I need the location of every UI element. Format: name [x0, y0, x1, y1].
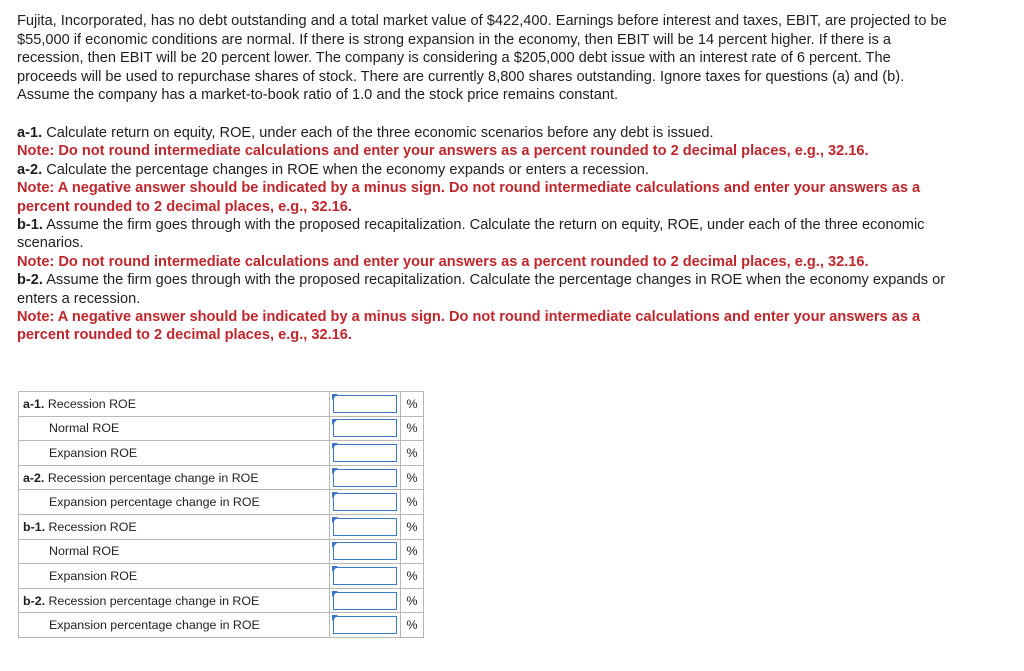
answer-row — [19, 514, 424, 539]
question-note: Note: Do not round intermediate calculations and enter your answers as a percent rounded to 2 decimal places, e.g., 32.16. — [17, 143, 869, 160]
question-label: a-1. — [17, 124, 43, 141]
answer-label-cell — [19, 392, 330, 417]
question-b2 — [17, 271, 952, 308]
question-a2 — [17, 161, 952, 179]
answer-input-cell — [330, 539, 401, 564]
question-note: Note: A negative answer should be indicated by a minus sign. Do not round intermediate calculations and enter your answers as a percent rounded to 2 decimal places, e.g., 32.16. — [17, 309, 921, 344]
question-text: Assume the firm goes through with the proposed recapitalization. Calculate the percentage changes in ROE when the economy expands or enters a recession. — [17, 272, 946, 307]
question-a1 — [17, 124, 952, 142]
answer-row — [19, 416, 424, 441]
answer-label-cell — [19, 514, 330, 539]
answer-input-cell — [330, 416, 401, 441]
percent-unit: % — [401, 514, 424, 539]
answer-label-cell — [19, 416, 330, 441]
answer-input[interactable] — [333, 567, 397, 585]
answer-row-label: Recession ROE — [47, 396, 136, 411]
answer-row-label: Expansion percentage change in ROE — [49, 495, 260, 510]
percent-unit: % — [401, 564, 424, 589]
answer-row — [19, 564, 424, 589]
question-label: b-1. — [17, 217, 43, 233]
question-b1 — [17, 216, 952, 253]
problem-intro: Fujita, Incorporated, has no debt outstanding and a total market value of $422,400. Earnings before interest and taxes, EBIT, are projected to be $55,000 if economic conditions are normal. If there is strong expansion in the economy, then EBIT will be 14 percent higher. If there is a recession, then EBIT will be 20 percent lower. The company is considering a $205,000 debt issue with an interest rate of 6 percent. The proceeds will be used to repurchase shares of stock. There are currently 8,800 shares outstanding. Ignore taxes for questions (a) and (b). Assume the company has a market-to-book ratio of 1.0 and the stock price remains constant. — [17, 13, 947, 104]
answer-row-label: Recession percentage change in ROE — [48, 593, 260, 608]
answer-input[interactable] — [333, 592, 397, 610]
answer-input-cell — [330, 564, 401, 589]
problem-content — [17, 12, 952, 345]
answer-part-label: b-2. — [23, 593, 46, 608]
answer-row-label: Expansion percentage change in ROE — [49, 618, 260, 633]
answer-input[interactable] — [333, 395, 397, 413]
answer-row — [19, 465, 424, 490]
answer-label-cell — [19, 564, 330, 589]
answer-input-cell — [330, 490, 401, 515]
answer-input[interactable] — [333, 469, 397, 487]
answer-row-label: Normal ROE — [49, 544, 120, 559]
answer-row — [19, 392, 424, 417]
answer-input-cell — [330, 441, 401, 466]
question-text: Calculate the percentage changes in ROE when the economy expands or enters a recession. — [42, 161, 649, 178]
answer-input-cell — [330, 514, 401, 539]
answer-row-label: Recession percentage change in ROE — [47, 470, 259, 485]
answer-input[interactable] — [333, 542, 397, 560]
answer-row — [19, 441, 424, 466]
answer-row — [19, 539, 424, 564]
question-note: Note: Do not round intermediate calculations and enter your answers as a percent rounded to 2 decimal places, e.g., 32.16. — [17, 253, 869, 270]
answer-row-label: Recession ROE — [48, 519, 137, 534]
answer-row — [19, 588, 424, 613]
answer-row-label: Normal ROE — [49, 421, 120, 436]
percent-unit: % — [401, 588, 424, 613]
answer-row — [19, 613, 424, 638]
answer-input[interactable] — [333, 616, 397, 634]
answer-label-cell — [19, 465, 330, 490]
answer-part-label: a-1. — [23, 396, 45, 411]
percent-unit: % — [401, 613, 424, 638]
answer-part-label: a-2. — [23, 470, 45, 485]
question-text: Assume the firm goes through with the proposed recapitalization. Calculate the return on equity, ROE, under each of the three economic scenarios. — [17, 217, 925, 252]
answer-input[interactable] — [333, 419, 397, 437]
answer-table — [18, 391, 424, 638]
percent-unit: % — [401, 465, 424, 490]
answer-input[interactable] — [333, 518, 397, 536]
answer-row-label: Expansion ROE — [49, 568, 138, 583]
percent-unit: % — [401, 539, 424, 564]
answer-label-cell — [19, 490, 330, 515]
answer-row — [19, 490, 424, 515]
percent-unit: % — [401, 392, 424, 417]
answer-label-cell — [19, 613, 330, 638]
answer-input-cell — [330, 465, 401, 490]
answer-part-label: b-1. — [23, 519, 46, 534]
answer-label-cell — [19, 441, 330, 466]
percent-unit: % — [401, 416, 424, 441]
question-label: b-2. — [17, 272, 43, 289]
answer-row-label: Expansion ROE — [49, 445, 138, 460]
answer-input[interactable] — [333, 493, 397, 511]
percent-unit: % — [401, 441, 424, 466]
question-text: Calculate return on equity, ROE, under each of the three economic scenarios before any debt is issued. — [42, 124, 714, 141]
question-label: a-2. — [17, 161, 43, 178]
answer-input-cell — [330, 588, 401, 613]
question-note: Note: A negative answer should be indicated by a minus sign. Do not round intermediate calculations and enter your answers as a percent rounded to 2 decimal places, e.g., 32.16. — [17, 180, 921, 215]
percent-unit: % — [401, 490, 424, 515]
answer-label-cell — [19, 539, 330, 564]
question-list — [17, 124, 952, 345]
answer-input-cell — [330, 392, 401, 417]
answer-input-cell — [330, 613, 401, 638]
answer-input[interactable] — [333, 444, 397, 462]
answer-label-cell — [19, 588, 330, 613]
